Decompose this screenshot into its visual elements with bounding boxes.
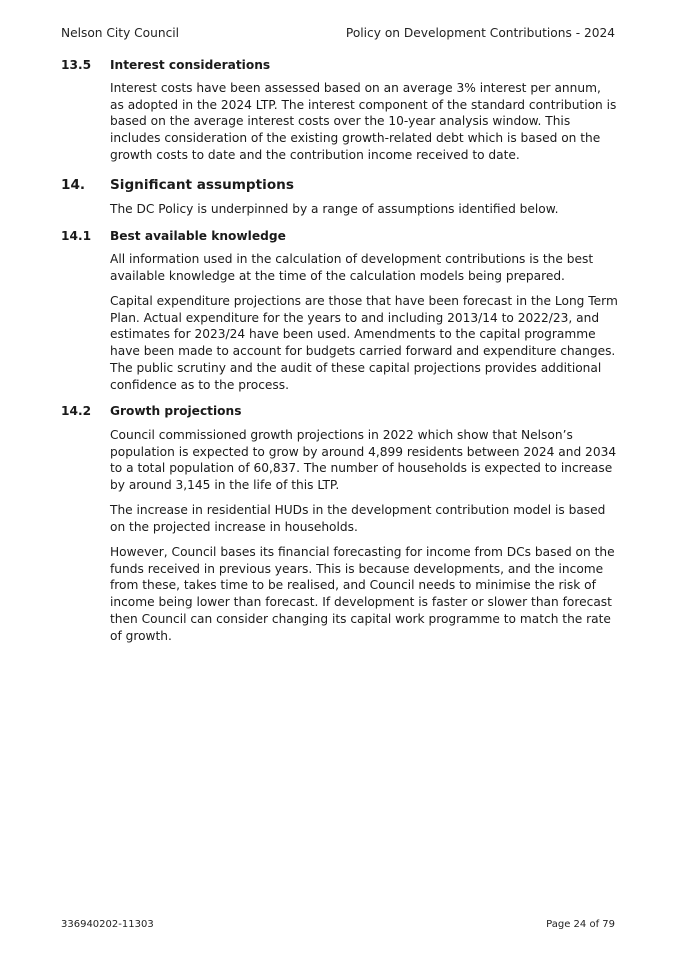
section-number: 14. — [61, 177, 86, 193]
section-title: Growth projections — [110, 404, 242, 418]
paragraph: However, Council bases its financial forecasting for income from DCs based on the funds received in previous years. This is because developments, and the income from these, takes time to be realised, and Council needs to minimise the risk of income being lower than forecast. If development is faster or slower than forecast then Council can consider changing its capital work programme to match the rate of growth. — [110, 545, 615, 643]
section-number: 13.5 — [61, 58, 92, 72]
paragraph: Capital expenditure projections are those that have been forecast in the Long Term Plan. Actual expenditure for the years to and including 2013/14 to 2022/23, and estimates for 2023/24 have been used. Amendments to the capital programme have been made to account for budgets carried forward and expenditure changes. The public scrutiny and the audit of these capital projections provides additional confidence as to the process. — [110, 294, 618, 392]
footer-page-number: Page 24 of 79 — [546, 919, 615, 930]
section-title: Significant assumptions — [110, 177, 294, 193]
section-title: Best available knowledge — [110, 229, 286, 243]
paragraph: Interest costs have been assessed based on an average 3% interest per annum, as adopted in the 2024 LTP. The interest component of the standard contribution is based on the average interest costs over the 10-year analysis window. This includes consideration of the existing growth-related debt which is based on the growth costs to date and the contribution income received to date. — [110, 81, 617, 162]
section-title: Interest considerations — [110, 58, 271, 72]
paragraph: All information used in the calculation of development contributions is the best available knowledge at the time of the calculation models being prepared. — [110, 252, 594, 283]
header-document-title: Policy on Development Contributions - 2024 — [345, 26, 615, 40]
paragraph: Council commissioned growth projections in 2022 which show that Nelson’s population is expected to grow by around 4,899 residents between 2024 and 2034 to a total population of 60,837. The number of households is expected to increase by around 3,145 in the life of this LTP. — [110, 428, 617, 493]
footer-document-id: 336940202-11303 — [61, 919, 154, 930]
section-number: 14.1 — [61, 229, 92, 243]
paragraph: The DC Policy is underpinned by a range of assumptions identified below. — [110, 202, 559, 216]
header-council-name: Nelson City Council — [61, 26, 180, 40]
section-number: 14.2 — [61, 404, 92, 418]
paragraph: The increase in residential HUDs in the development contribution model is based on the projected increase in households. — [110, 503, 606, 534]
